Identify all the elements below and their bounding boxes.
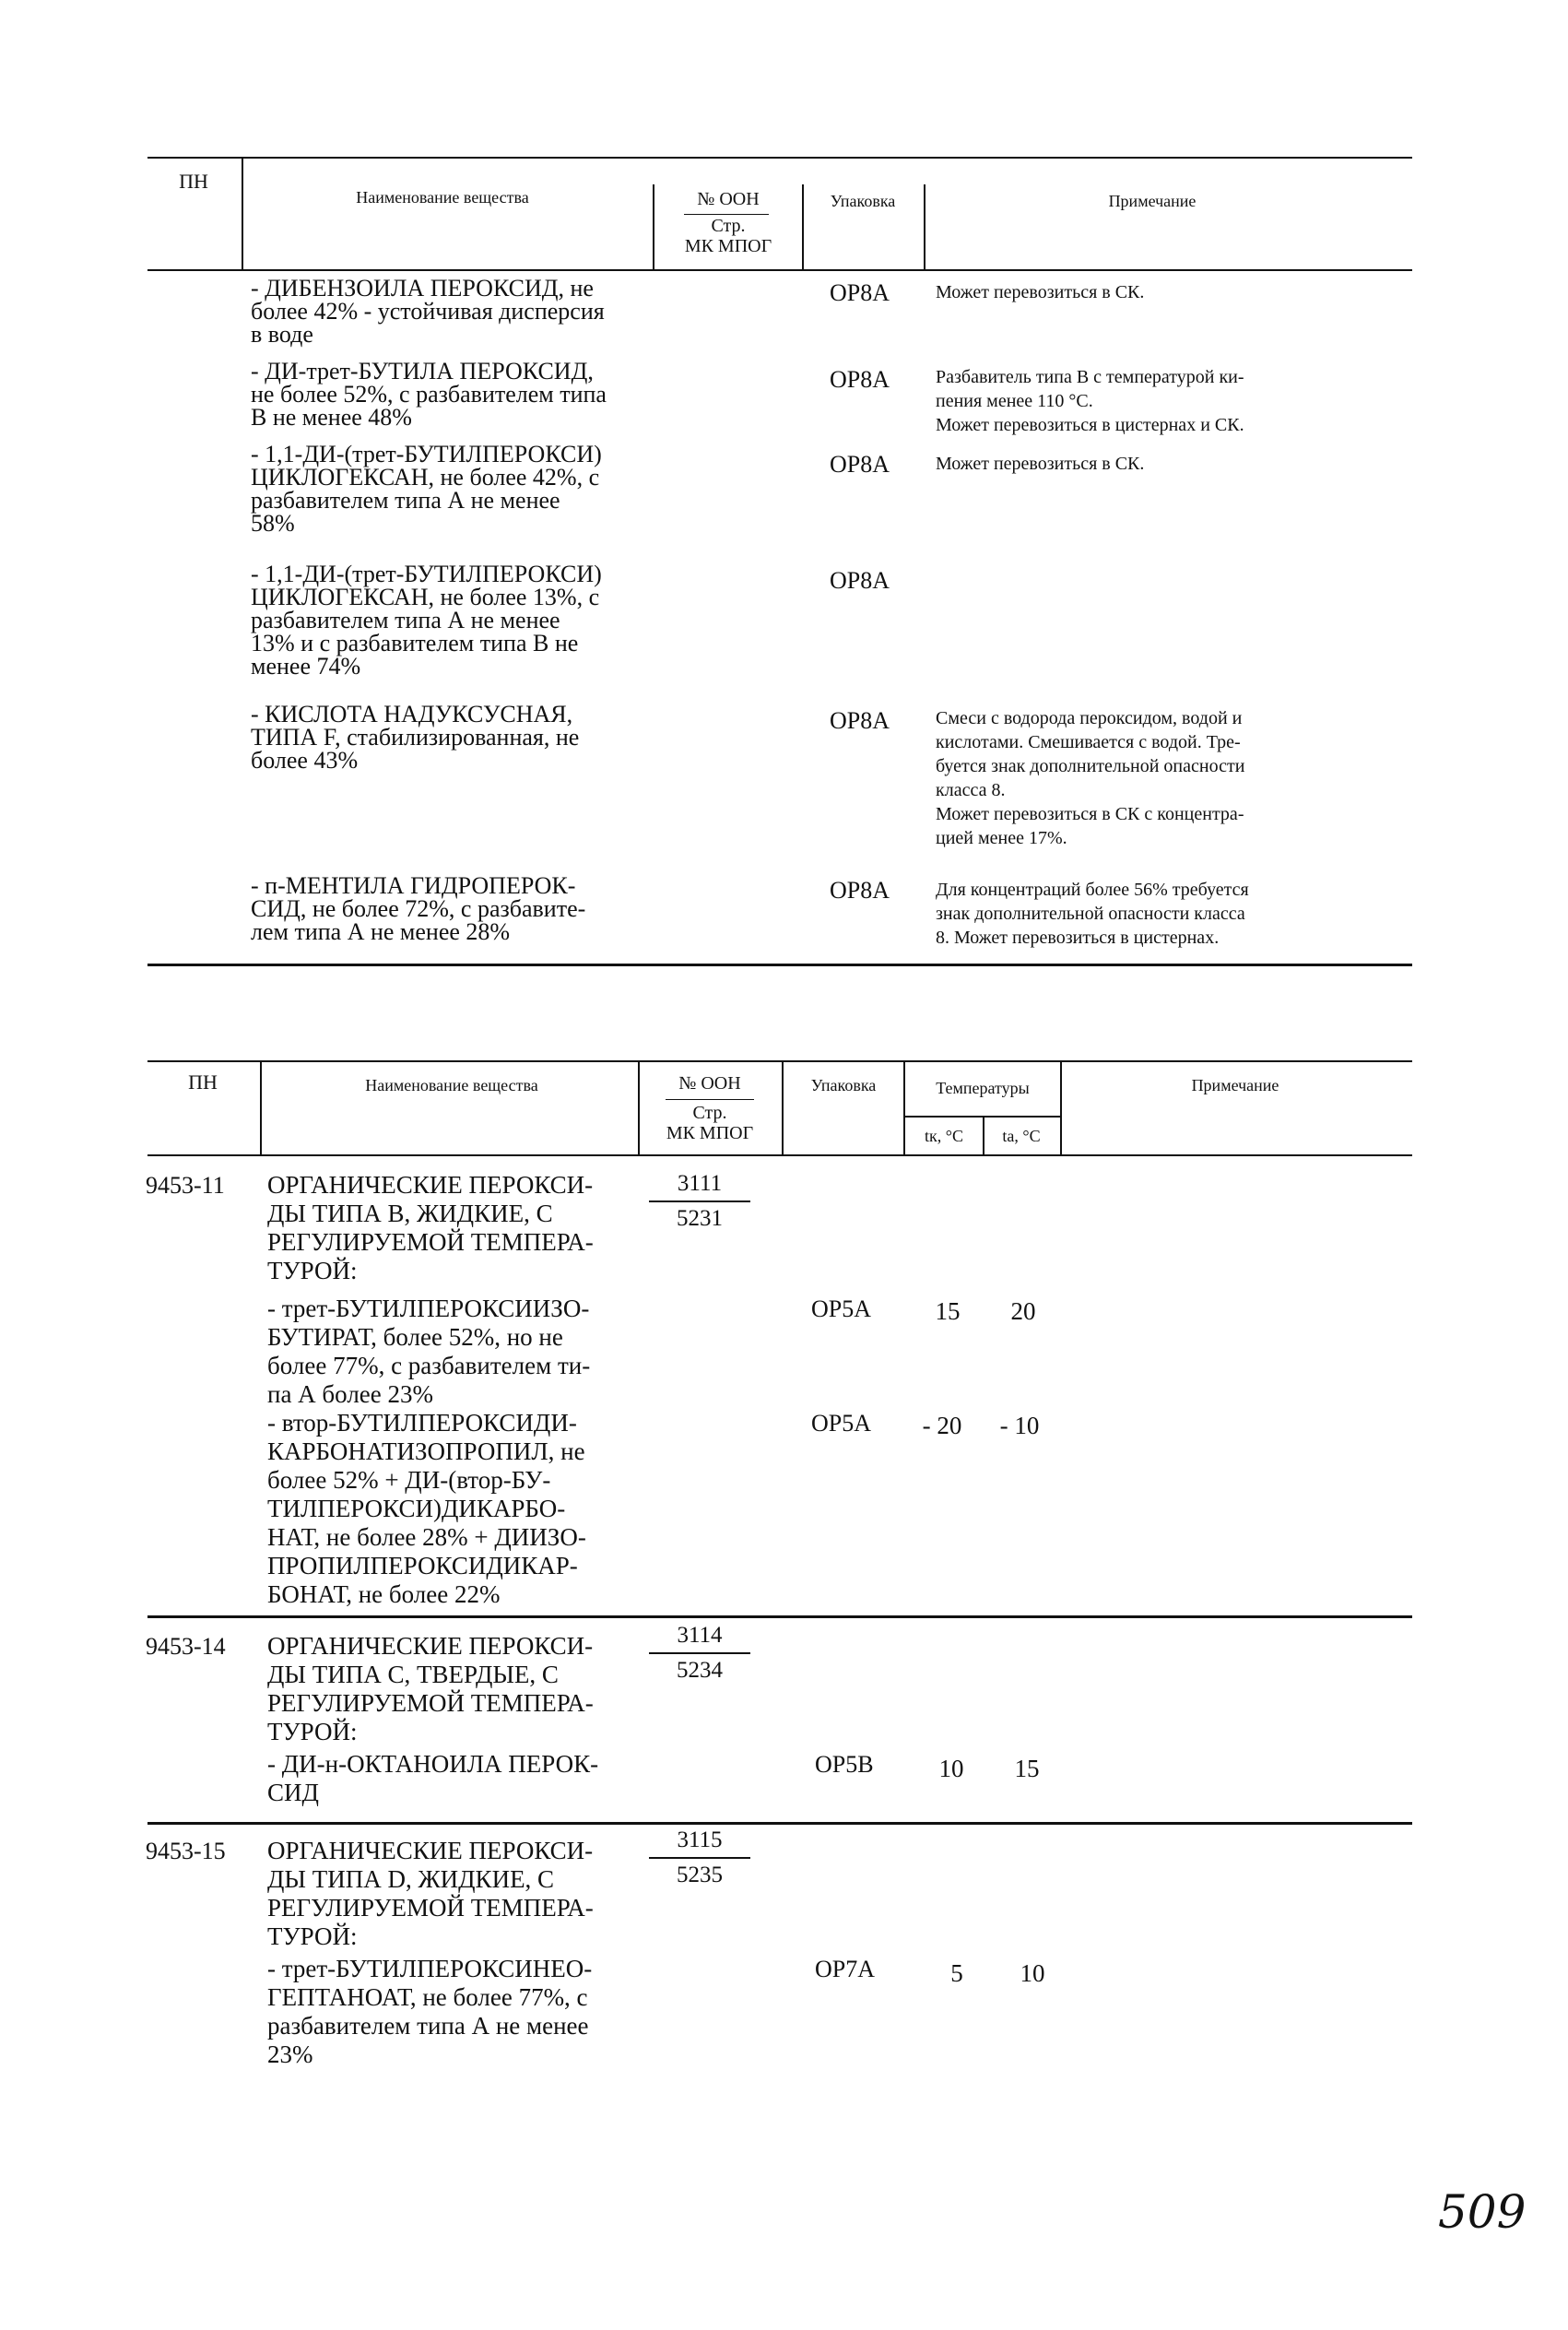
substance-name: - ДИ-н-ОКТАНОИЛА ПЕРОК- СИД xyxy=(267,1750,599,1806)
page-number: 509 xyxy=(1438,2185,1527,2239)
un-number: 3111 xyxy=(677,1171,723,1196)
header-note: Примечание xyxy=(1191,1076,1279,1094)
un-number: 3114 xyxy=(677,1623,723,1648)
package-code: OP5A xyxy=(811,1410,872,1437)
substance-name: - 1,1-ДИ-(трет-БУТИЛПЕРОКСИ) ЦИКЛОГЕКСАН, не более 13%, с разбавителем типа А не менее 13% и с разбавителем типа В не менее 74% xyxy=(251,561,602,680)
header-page: Стр. МК МПОГ xyxy=(684,216,772,256)
package-code: OP5B xyxy=(815,1751,874,1778)
group-title: ОРГАНИЧЕСКИЕ ПЕРОКСИ- ДЫ ТИПА D, ЖИДКИЕ, С РЕГУЛИРУЕМОЙ ТЕМПЕРА- ТУРОЙ: xyxy=(267,1837,594,1950)
temp-emergency: 15 xyxy=(1014,1755,1040,1782)
header-un-no: № ООН xyxy=(697,189,760,209)
page-number-ref: 5231 xyxy=(677,1206,723,1231)
row-note: Для концентраций более 56% требуется знак дополнительной опасности класса 8. Может перевозиться в цистернах. xyxy=(936,880,1249,948)
package-code: OP8A xyxy=(830,877,890,904)
row-note: Может перевозиться в СК. xyxy=(936,282,1145,302)
temp-control: 10 xyxy=(938,1755,964,1782)
header-pn: ПН xyxy=(188,1070,218,1094)
page-number-ref: 5234 xyxy=(677,1658,723,1683)
header-tk: tк, °С xyxy=(925,1127,963,1145)
header-package: Упаковка xyxy=(830,192,896,210)
un-fraction xyxy=(649,1171,750,1232)
substance-name: - трет-БУТИЛПЕРОКСИНЕО- ГЕПТАНОАТ, не более 77%, с разбавителем типа А не менее 23% xyxy=(267,1955,593,2068)
header-page: Стр. МК МПОГ xyxy=(666,1103,754,1143)
page-number-ref: 5235 xyxy=(677,1863,723,1887)
pn-code: 9453-11 xyxy=(146,1172,225,1199)
header-ta: tа, °С xyxy=(1002,1127,1041,1145)
group-title: ОРГАНИЧЕСКИЕ ПЕРОКСИ- ДЫ ТИПА С, ТВЕРДЫЕ, С РЕГУЛИРУЕМОЙ ТЕМПЕРА- ТУРОЙ: xyxy=(267,1632,594,1745)
temp-emergency: - 10 xyxy=(999,1412,1040,1439)
temp-emergency: 10 xyxy=(1020,1959,1045,1987)
package-code: OP5A xyxy=(811,1295,872,1322)
package-code: OP8A xyxy=(830,567,890,594)
package-code: OP8A xyxy=(830,451,890,478)
temp-control: - 20 xyxy=(922,1412,962,1439)
temp-emergency: 20 xyxy=(1010,1297,1036,1325)
temp-control: 15 xyxy=(935,1297,961,1325)
pn-code: 9453-14 xyxy=(146,1633,226,1660)
package-code: OP8A xyxy=(830,279,890,306)
un-fraction xyxy=(649,1623,750,1684)
header-temperatures: Температуры xyxy=(936,1079,1030,1097)
substance-name: - втор-БУТИЛПЕРОКСИДИ- КАРБОНАТИЗОПРОПИЛ, не более 52% + ДИ-(втор-БУ- ТИЛПЕРОКСИ)ДИКАРБО- НАТ, не более 28% + ДИИЗО- ПРОПИЛПЕРОКСИДИКАР- БОНАТ, не более 22% xyxy=(267,1409,586,1608)
package-code: OP8A xyxy=(830,707,890,734)
substance-name: - п-МЕНТИЛА ГИДРОПЕРОК- СИД, не более 72%, с разбавите- лем типа А не менее 28% xyxy=(251,872,586,945)
header-name: Наименование вещества xyxy=(356,188,529,207)
header-package: Упаковка xyxy=(810,1076,877,1094)
temp-control: 5 xyxy=(950,1959,963,1987)
substance-name: - 1,1-ДИ-(трет-БУТИЛПЕРОКСИ) ЦИКЛОГЕКСАН, не более 42%, с разбавителем типа А не менее 58% xyxy=(251,441,602,537)
header-pn: ПН xyxy=(179,170,208,193)
substance-name: - ДИБЕНЗОИЛА ПЕРОКСИД, не более 42% - устойчивая дисперсия в воде xyxy=(251,275,605,348)
row-note: Может перевозиться в СК. xyxy=(936,454,1145,474)
row-note: Смеси с водорода пероксидом, водой и кислотами. Смешивается с водой. Тре- буется знак дополнительной опасности класса 8. Может перевозиться в СК с концентра- цией менее 17%. xyxy=(936,708,1245,848)
pn-code: 9453-15 xyxy=(146,1838,226,1864)
header-note: Примечание xyxy=(1108,192,1197,210)
package-code: OP8A xyxy=(830,366,890,393)
header-name: Наименование вещества xyxy=(365,1076,538,1094)
substance-name: - трет-БУТИЛПЕРОКСИИЗО- БУТИРАТ, более 52%, но не более 77%, с разбавителем ти- па А более 23% xyxy=(267,1295,591,1408)
header-un-no: № ООН xyxy=(678,1073,741,1094)
substance-name: - ДИ-трет-БУТИЛА ПЕРОКСИД, не более 52%, с разбавителем типа B не менее 48% xyxy=(251,358,607,431)
un-number: 3115 xyxy=(677,1827,723,1852)
row-note: Разбавитель типа В с температурой ки- пения менее 110 °С. Может перевозиться в цистернах и СК. xyxy=(936,367,1244,435)
substance-name: - КИСЛОТА НАДУКСУСНАЯ, ТИПА F, стабилизированная, не более 43% xyxy=(251,701,580,774)
group-title: ОРГАНИЧЕСКИЕ ПЕРОКСИ- ДЫ ТИПА В, ЖИДКИЕ, С РЕГУЛИРУЕМОЙ ТЕМПЕРА- ТУРОЙ: xyxy=(267,1171,594,1284)
package-code: OP7A xyxy=(815,1956,876,1982)
un-fraction xyxy=(649,1827,750,1888)
